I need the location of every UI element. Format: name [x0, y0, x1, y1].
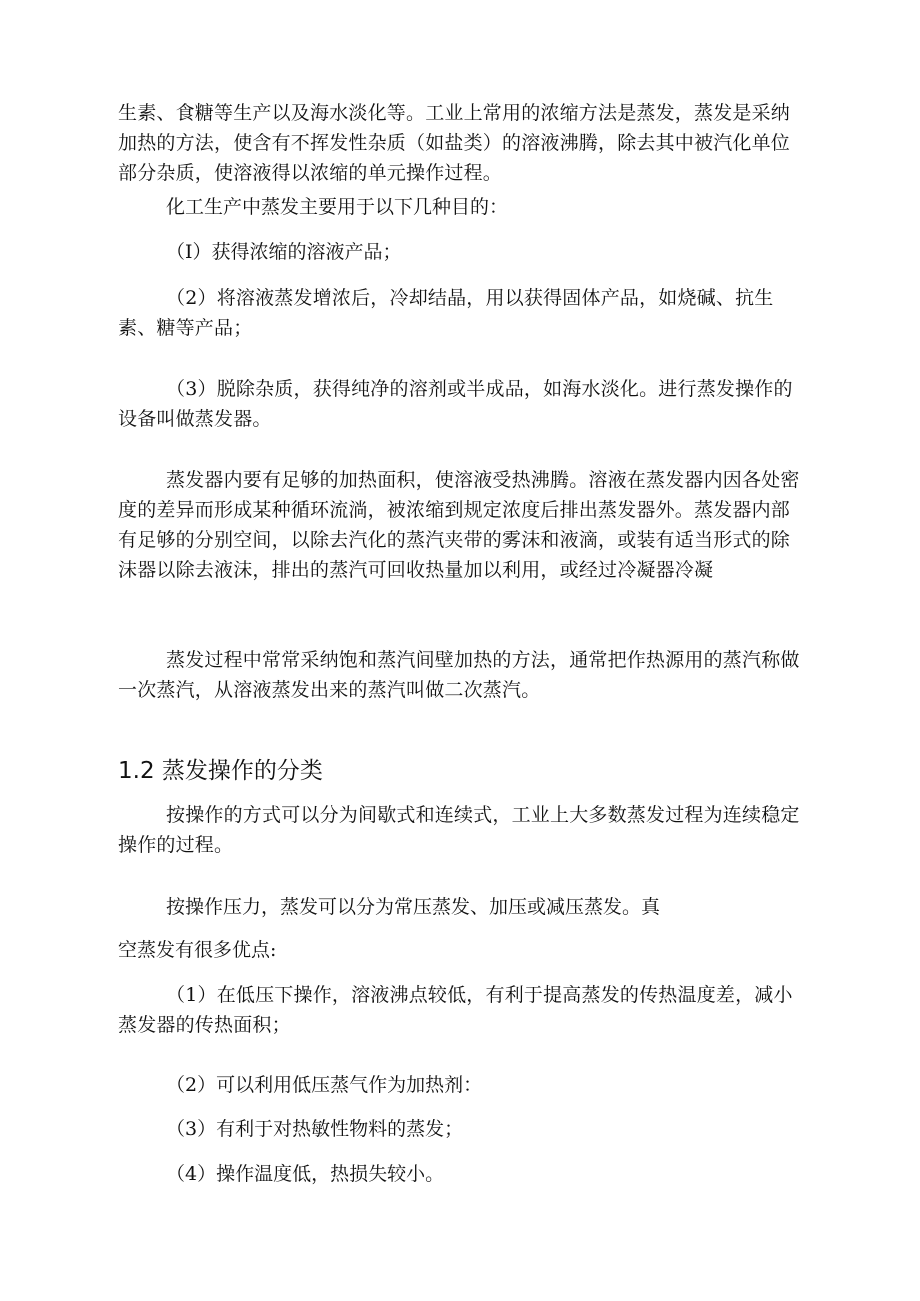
intro-paragraph: 生素、食糖等生产以及海水淡化等。工业上常用的浓缩方法是蒸发，蒸发是采纳加热的方法，使含有不挥发性杂质（如盐类）的溶液沸腾，除去其中被汽化单位部分杂质，使溶液得以浓缩的单元操作过程。	[118, 102, 791, 184]
purpose-item-2: （2）将溶液蒸发增浓后，冷却结晶，用以获得固体产品，如烧碱、抗生素、糖等产品；	[118, 287, 774, 339]
pressure-line-1: 按操作压力，蒸发可以分为常压蒸发、加压或减压蒸发。真	[166, 896, 661, 918]
section-heading: 1.2 蒸发操作的分类	[118, 758, 323, 784]
pressure-line-2: 空蒸发有很多优点:	[118, 939, 277, 961]
advantage-item-1: （1）在低压下操作，溶液沸点较低，有利于提高蒸发的传热温度差，减小蒸发器的传热面积；	[118, 984, 793, 1036]
advantage-item-2: （2）可以利用低压蒸气作为加热剂：	[166, 1074, 483, 1096]
classification-paragraph: 按操作的方式可以分为间歇式和连续式，工业上大多数蒸发过程为连续稳定操作的过程。	[118, 804, 800, 856]
purpose-item-3: （3）脱除杂质，获得纯净的溶剂或半成品，如海水淡化。进行蒸发操作的设备叫做蒸发器。	[118, 378, 793, 430]
steam-paragraph: 蒸发过程中常常采纳饱和蒸汽间壁加热的方法，通常把作热源用的蒸汽称做一次蒸汽，从溶液蒸发出来的蒸汽叫做二次蒸汽。	[118, 649, 800, 701]
purpose-item-1: （I）获得浓缩的溶液产品；	[166, 241, 402, 263]
advantage-item-3: （3）有利于对热敏性物料的蒸发；	[166, 1118, 464, 1140]
purposes-intro: 化工生产中蒸发主要用于以下几种目的：	[166, 196, 509, 218]
evaporator-paragraph: 蒸发器内要有足够的加热面积，使溶液受热沸腾。溶液在蒸发器内因各处密度的差异而形成某种循环流淌，被浓缩到规定浓度后排出蒸发器外。蒸发器内部有足够的分别空间，以除去汽化的蒸汽夹带的雾沫和液滴，或装有适当形式的除沫器以除去液沫，排出的蒸汽可回收热量加以利用，或经过冷凝器冷凝	[118, 469, 800, 581]
advantage-item-4: （4）操作温度低，热损失较小。	[166, 1163, 445, 1185]
